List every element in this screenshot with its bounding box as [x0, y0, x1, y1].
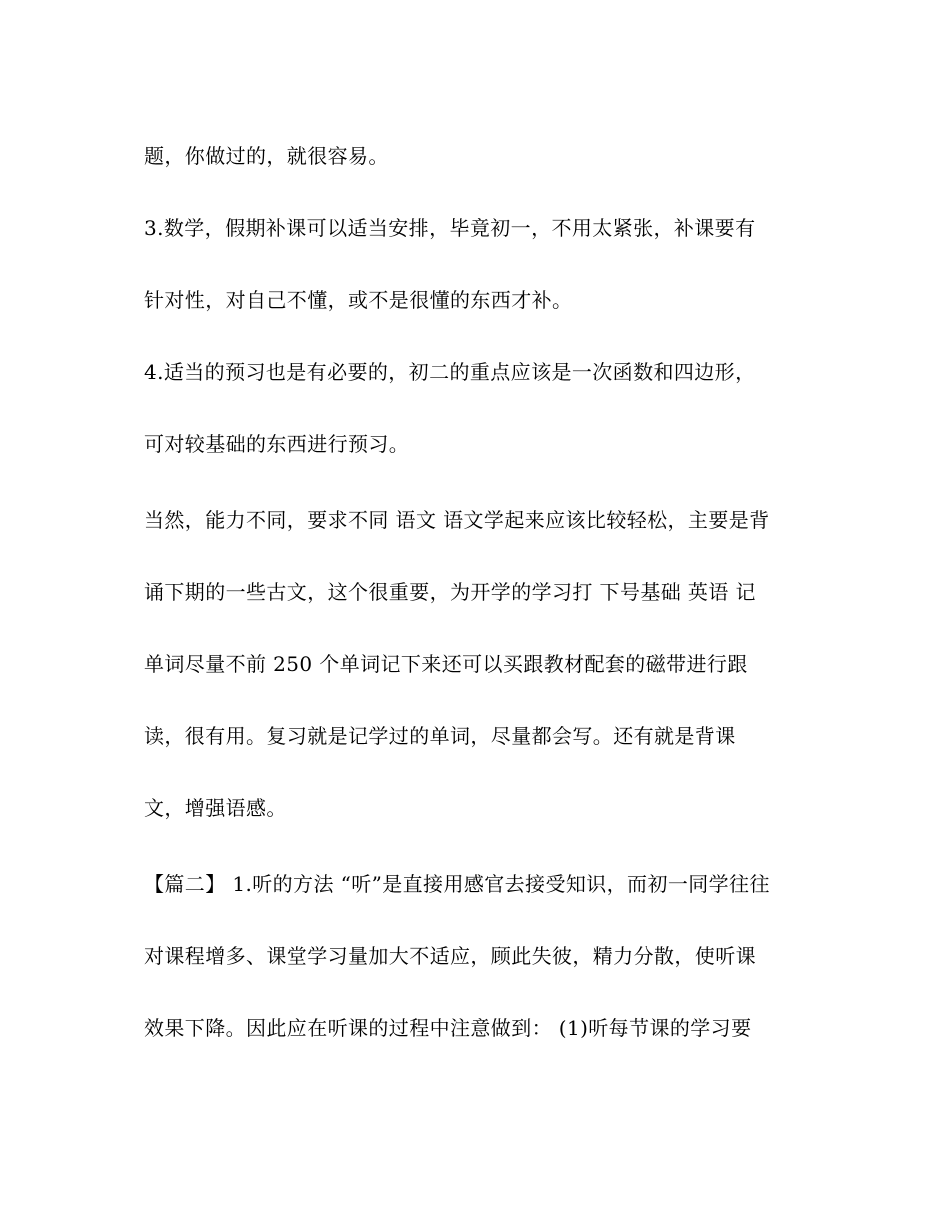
text-line: 单词尽量不前 250 个单词记下来还可以买跟教材配套的磁带进行跟 [144, 652, 748, 676]
text-line: 对课程增多、课堂学习量加大不适应，顾此失彼，精力分散，使听课 [144, 944, 756, 968]
text-line: 4.适当的预习也是有必要的，初二的重点应该是一次函数和四边形， [144, 360, 756, 384]
text-line: 3.数学，假期补课可以适当安排，毕竟初一，不用太紧张，补课要有 [144, 216, 756, 240]
text-line: 读，很有用。复习就是记学过的单词，尽量都会写。还有就是背课 [144, 724, 736, 748]
text-line: 可对较基础的东西进行预习。 [144, 432, 410, 456]
text-line: 文，增强语感。 [144, 796, 287, 820]
text-line: 当然，能力不同，要求不同 语文 语文学起来应该比较轻松，主要是背 [144, 508, 770, 532]
text-line: 诵下期的一些古文，这个很重要，为开学的学习打 下号基础 英语 记 [144, 580, 756, 604]
text-line: 效果下降。因此应在听课的过程中注意做到： (1)听每节课的学习要 [144, 1016, 752, 1040]
text-line: 题，你做过的，就很容易。 [144, 144, 389, 168]
text-line: 针对性，对自己不懂，或不是很懂的东西才补。 [144, 288, 573, 312]
text-line: 【篇二】 1.听的方法 “听”是直接用感官去接受知识，而初一同学往往 [144, 872, 770, 896]
